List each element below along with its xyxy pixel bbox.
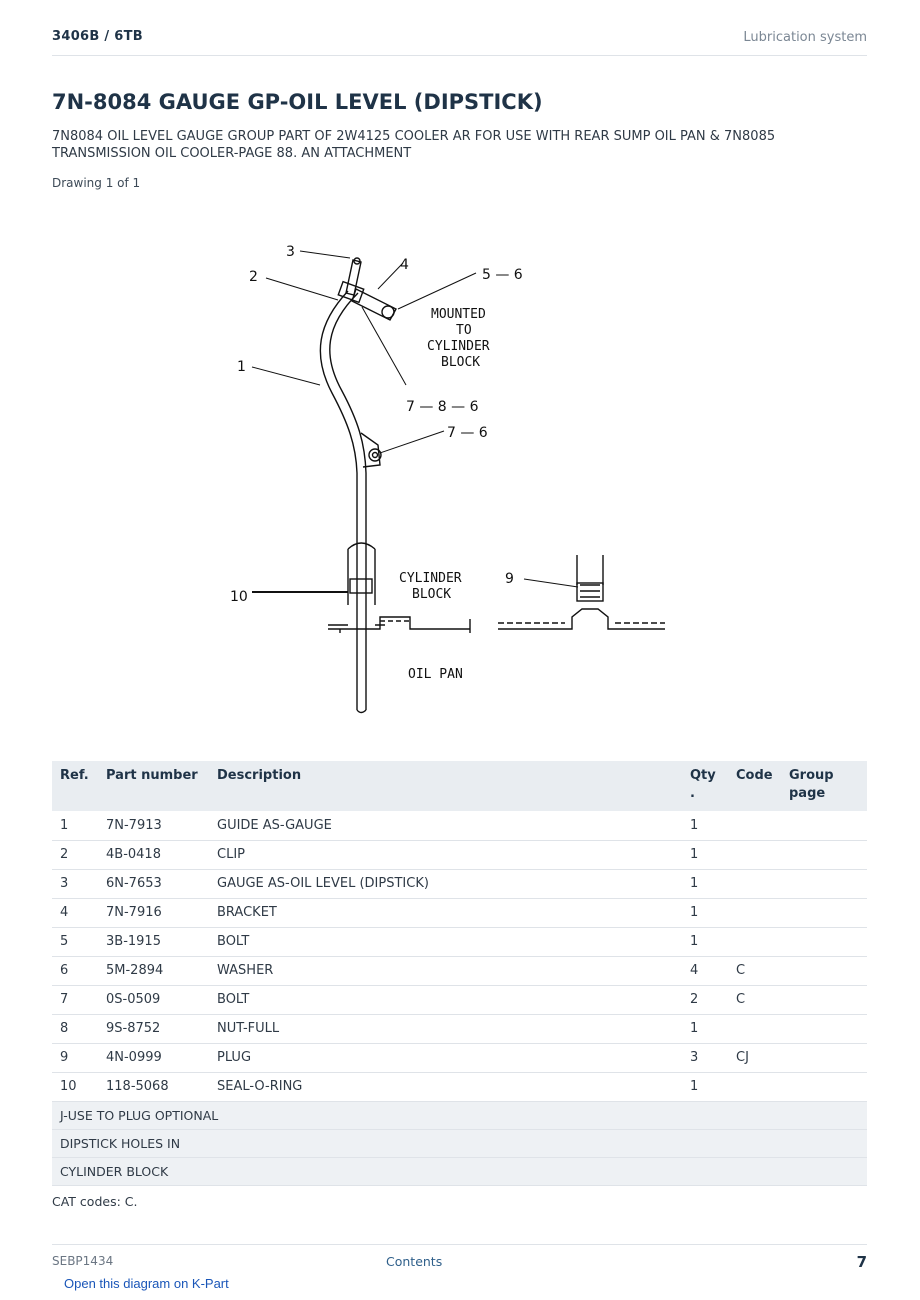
cell-description: NUT-FULL: [209, 1014, 682, 1043]
cell-qty: 1: [682, 811, 728, 840]
cell-part-number: 4B-0418: [98, 840, 209, 869]
cell-description: PLUG: [209, 1043, 682, 1072]
label-mounted: MOUNTED: [431, 307, 486, 322]
cell-ref: 8: [52, 1014, 98, 1043]
note-row: [52, 1157, 867, 1185]
cell-code: [728, 840, 781, 869]
cell-qty: 4: [682, 956, 728, 985]
cell-group-page: [781, 1072, 867, 1101]
cell-description: BOLT: [209, 927, 682, 956]
label-cylinder: CYLINDER: [427, 339, 490, 354]
callout-10[interactable]: 10: [230, 589, 248, 605]
cell-qty: 3: [682, 1043, 728, 1072]
cell-ref: 9: [52, 1043, 98, 1072]
cell-description: WASHER: [209, 956, 682, 985]
label-block-2: BLOCK: [412, 587, 452, 602]
page-footer: [52, 1244, 867, 1274]
note-text: DIPSTICK HOLES IN: [52, 1129, 867, 1157]
cell-part-number: 0S-0509: [98, 985, 209, 1014]
model-label: 3406B / 6TB: [52, 29, 144, 44]
contents-link[interactable]: Contents: [386, 1254, 443, 1269]
cell-ref: 5: [52, 927, 98, 956]
table-row: [52, 927, 867, 956]
cell-code: [728, 1072, 781, 1101]
callout-1[interactable]: 1: [237, 359, 246, 375]
page-header: [52, 28, 867, 56]
cell-description: GAUGE AS-OIL LEVEL (DIPSTICK): [209, 869, 682, 898]
cell-description: BOLT: [209, 985, 682, 1014]
callout-2[interactable]: 2: [249, 269, 258, 285]
note-text: CYLINDER BLOCK: [52, 1157, 867, 1185]
note-row: [52, 1101, 867, 1129]
cell-part-number: 118-5068: [98, 1072, 209, 1101]
drawing-count: Drawing 1 of 1: [52, 176, 141, 190]
header-part-number: Part number: [98, 761, 209, 811]
table-row: [52, 1072, 867, 1101]
cell-group-page: [781, 1043, 867, 1072]
cell-code: [728, 927, 781, 956]
cell-description: BRACKET: [209, 898, 682, 927]
page-title: 7N-8084 GAUGE GP-OIL LEVEL (DIPSTICK): [52, 90, 543, 114]
cell-code: CJ: [728, 1043, 781, 1072]
cell-part-number: 9S-8752: [98, 1014, 209, 1043]
note-row: [52, 1129, 867, 1157]
cell-group-page: [781, 811, 867, 840]
cell-qty: 1: [682, 840, 728, 869]
header-ref: Ref.: [52, 761, 98, 811]
cell-qty: 2: [682, 985, 728, 1014]
table-row: [52, 869, 867, 898]
callout-9[interactable]: 9: [505, 571, 514, 587]
kpart-link[interactable]: Open this diagram on K-Part: [64, 1276, 229, 1291]
cell-part-number: 3B-1915: [98, 927, 209, 956]
label-to: TO: [456, 323, 472, 338]
table-row: [52, 1014, 867, 1043]
callout-7-8-6[interactable]: 7 — 8 — 6: [406, 399, 479, 415]
cell-code: [728, 1014, 781, 1043]
cell-ref: 2: [52, 840, 98, 869]
header-code: Code: [728, 761, 781, 811]
cat-codes: CAT codes: C.: [52, 1194, 138, 1209]
header-group-page: Group page: [781, 761, 867, 811]
table-row: [52, 840, 867, 869]
label-oil-pan: OIL PAN: [408, 667, 463, 682]
callout-4[interactable]: 4: [400, 257, 409, 273]
cell-description: GUIDE AS-GAUGE: [209, 811, 682, 840]
group-description: 7N8084 OIL LEVEL GAUGE GROUP PART OF 2W4125 COOLER AR FOR USE WITH REAR SUMP OIL PAN & 7N8085 TRANSMISSION OIL COOLER-PAGE 88. AN ATTACHMENT: [52, 129, 776, 161]
cell-group-page: [781, 1014, 867, 1043]
cell-code: C: [728, 985, 781, 1014]
dipstick-drawing: [220, 205, 700, 725]
table-row: [52, 956, 867, 985]
cell-qty: 1: [682, 869, 728, 898]
section-label: Lubrication system: [743, 30, 867, 45]
cell-part-number: 5M-2894: [98, 956, 209, 985]
cell-ref: 6: [52, 956, 98, 985]
document-id: SEBP1434: [52, 1254, 114, 1268]
cell-group-page: [781, 927, 867, 956]
callout-7-6[interactable]: 7 — 6: [447, 425, 488, 441]
cell-group-page: [781, 956, 867, 985]
cell-part-number: 4N-0999: [98, 1043, 209, 1072]
parts-table: [52, 761, 867, 1186]
label-cylinder-2: CYLINDER: [399, 571, 462, 586]
callout-3[interactable]: 3: [286, 244, 295, 260]
cell-qty: 1: [682, 1014, 728, 1043]
cell-qty: 1: [682, 898, 728, 927]
cell-group-page: [781, 985, 867, 1014]
cell-description: SEAL-O-RING: [209, 1072, 682, 1101]
cell-code: [728, 811, 781, 840]
page-number: 7: [856, 1253, 867, 1271]
cell-ref: 7: [52, 985, 98, 1014]
table-row: [52, 985, 867, 1014]
cell-group-page: [781, 869, 867, 898]
callout-5-6[interactable]: 5 — 6: [482, 267, 523, 283]
note-text: J-USE TO PLUG OPTIONAL: [52, 1101, 867, 1129]
table-row: [52, 898, 867, 927]
cell-ref: 1: [52, 811, 98, 840]
table-header-row: [52, 761, 867, 811]
cell-part-number: 7N-7913: [98, 811, 209, 840]
table-row: [52, 811, 867, 840]
table-row: [52, 1043, 867, 1072]
cell-description: CLIP: [209, 840, 682, 869]
label-block: BLOCK: [441, 355, 481, 370]
parts-diagram: [220, 205, 700, 725]
cell-qty: 1: [682, 1072, 728, 1101]
cell-code: [728, 869, 781, 898]
cell-group-page: [781, 898, 867, 927]
header-qty: Qty .: [682, 761, 728, 811]
cell-ref: 10: [52, 1072, 98, 1101]
cell-group-page: [781, 840, 867, 869]
cell-code: C: [728, 956, 781, 985]
cell-code: [728, 898, 781, 927]
cell-qty: 1: [682, 927, 728, 956]
cell-ref: 4: [52, 898, 98, 927]
cell-ref: 3: [52, 869, 98, 898]
cell-part-number: 7N-7916: [98, 898, 209, 927]
cell-part-number: 6N-7653: [98, 869, 209, 898]
header-description: Description: [209, 761, 682, 811]
